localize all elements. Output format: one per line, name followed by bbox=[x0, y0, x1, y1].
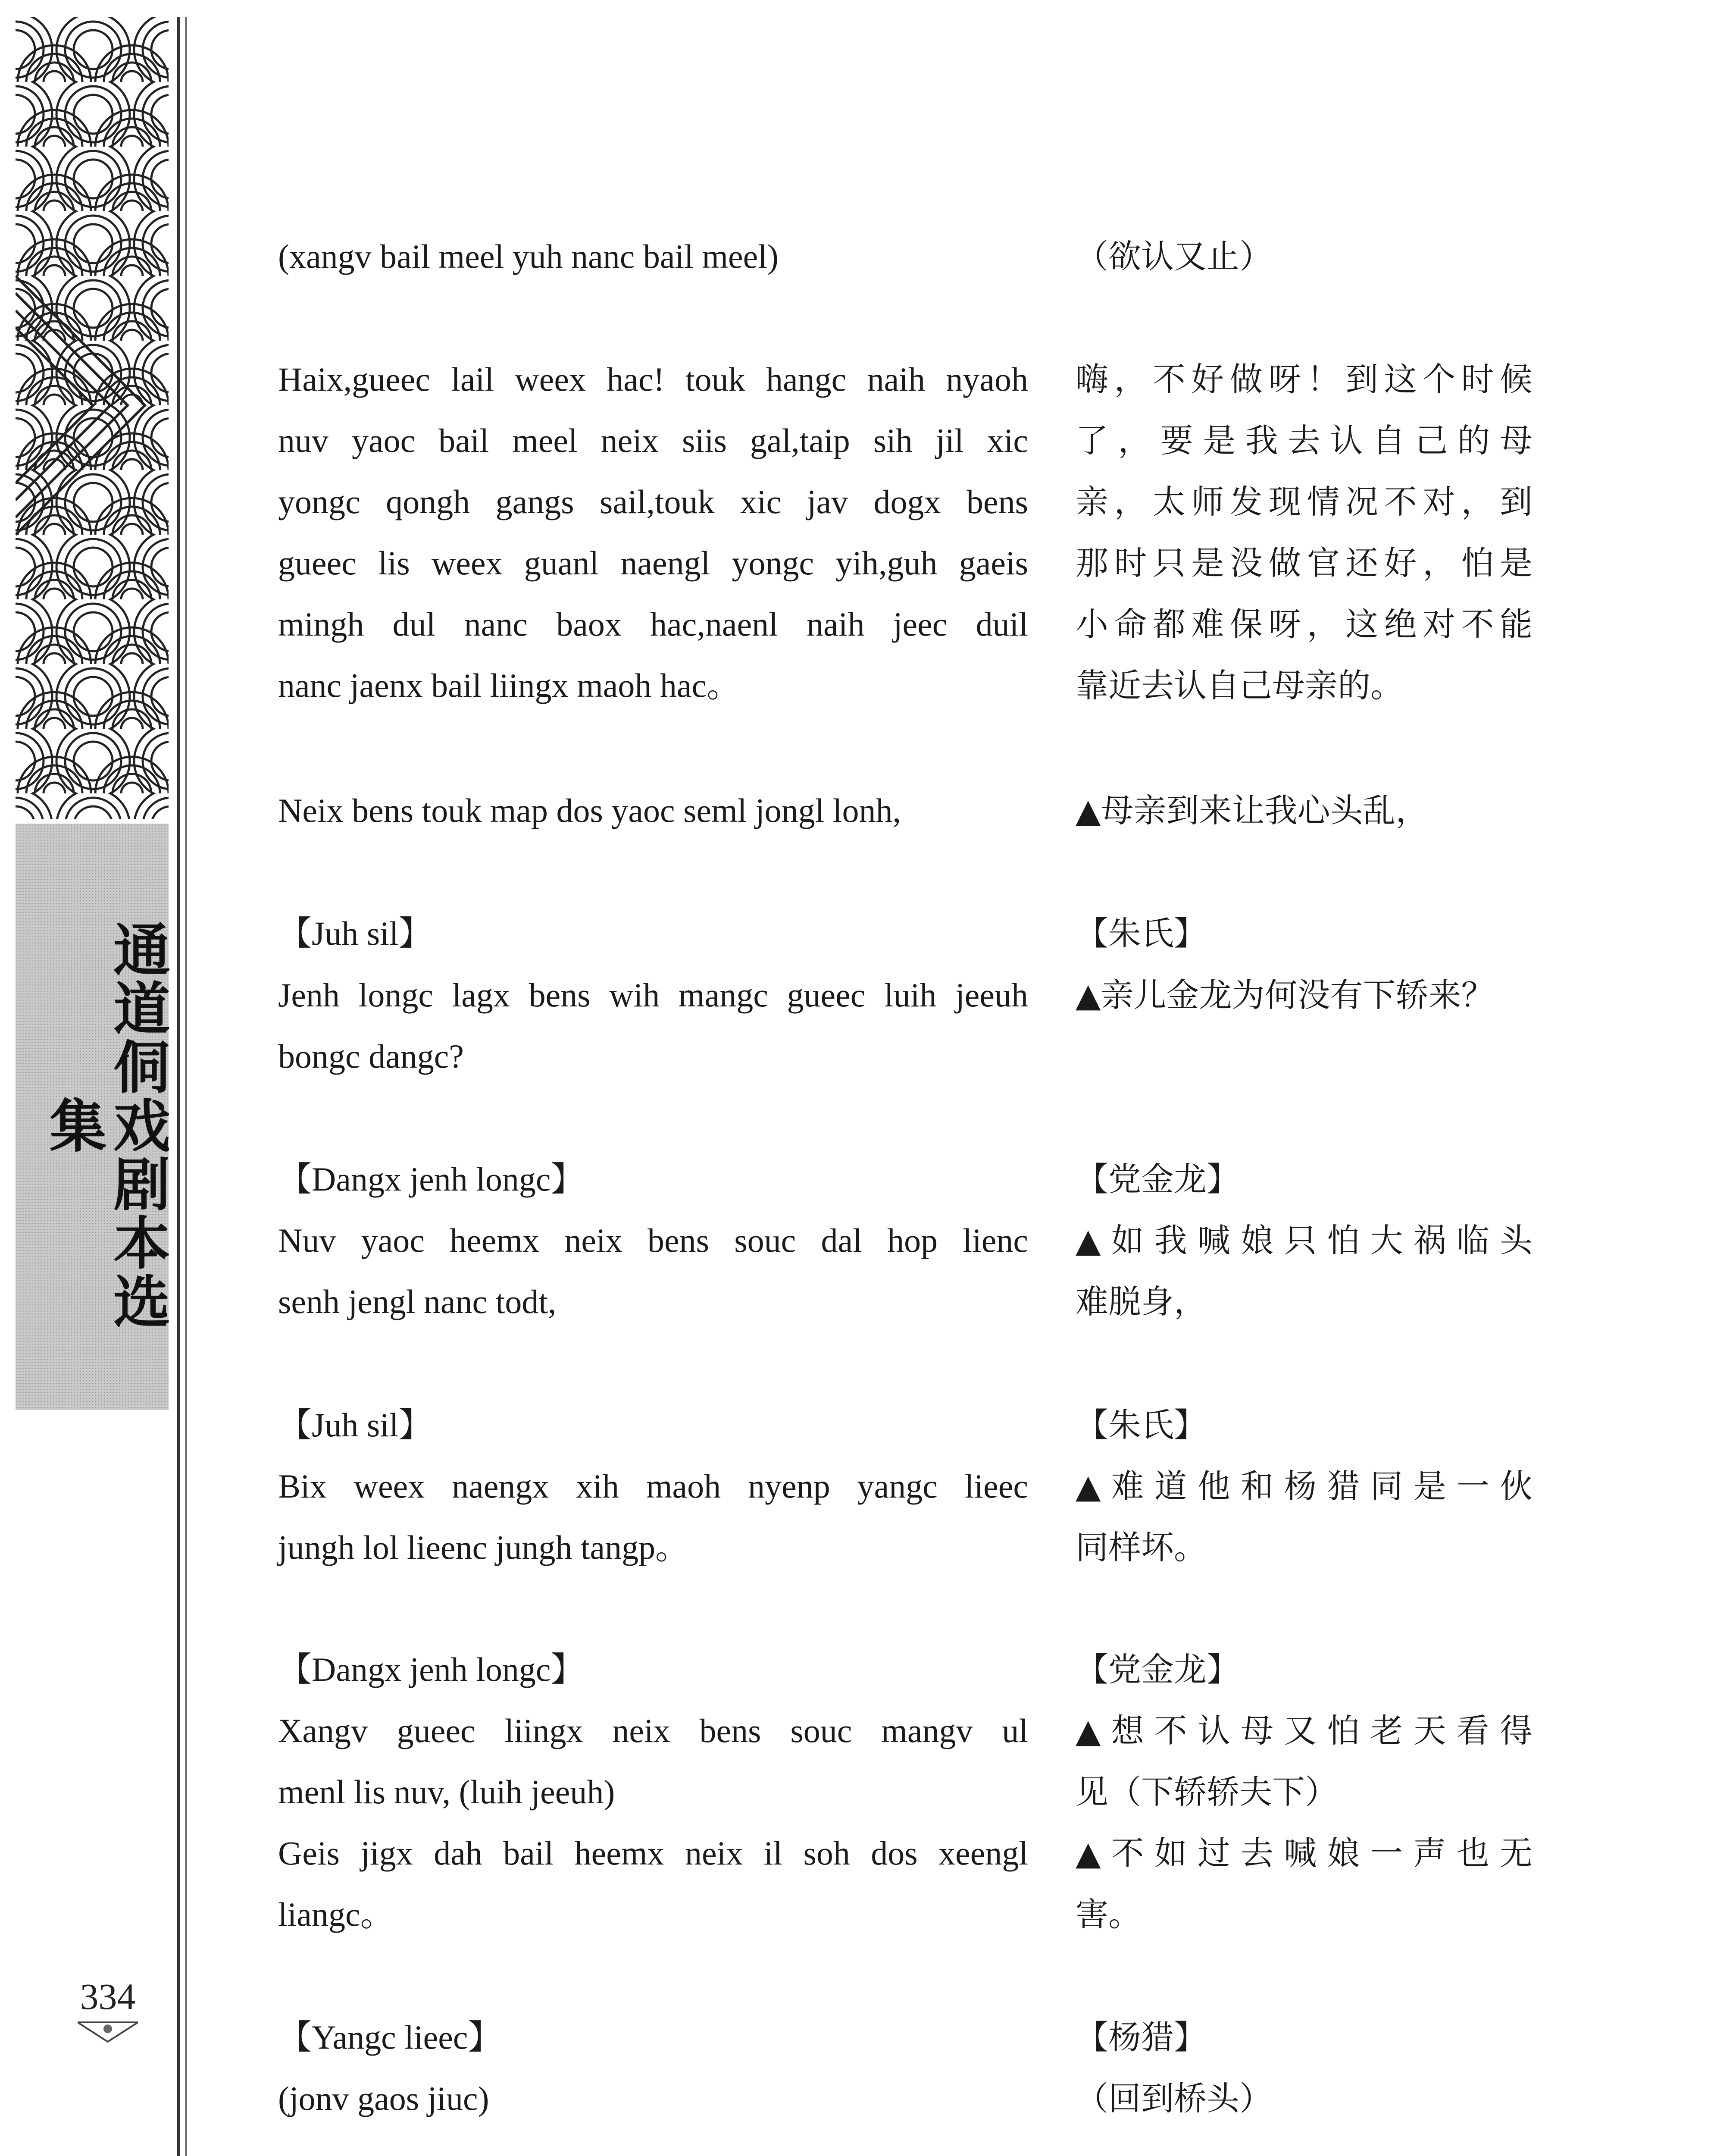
speaker-label: 【朱氏】 bbox=[1076, 914, 1207, 953]
book-title-panel bbox=[16, 824, 169, 1410]
chinese-line: 小命都难保呀，这绝对不能 bbox=[1076, 605, 1533, 643]
chinese-line: ▲想不认母又怕老天看得 bbox=[1076, 1711, 1533, 1750]
speaker-label: 【Juh sil】 bbox=[278, 1406, 432, 1444]
chinese-line: 见（下轿轿夫下） bbox=[1076, 1773, 1338, 1811]
chinese-line: ▲母亲到来让我心头乱， bbox=[1076, 791, 1429, 830]
chinese-line: （欲认又止） bbox=[1076, 237, 1272, 276]
chinese-line: 难脱身， bbox=[1076, 1282, 1207, 1321]
chinese-line: （回到桥头） bbox=[1076, 2079, 1272, 2118]
speaker-label: 【党金龙】 bbox=[1076, 1160, 1239, 1198]
chinese-line: 同样坏。 bbox=[1076, 1528, 1207, 1567]
chinese-line: 靠近去认自己母亲的。 bbox=[1076, 666, 1403, 705]
speaker-label: 【Yangc lieec】 bbox=[278, 2018, 502, 2056]
decorative-wave-pattern bbox=[16, 17, 169, 819]
book-title: 通道侗戏剧本选集 bbox=[40, 920, 170, 1331]
chinese-line: ▲难道他和杨猎同是一伙 bbox=[1076, 1467, 1533, 1505]
dong-line: Jenh longc lagx bens wih mangc gueec luih jeeuh bbox=[278, 976, 1028, 1014]
dong-line: senh jengl nanc todt, bbox=[278, 1283, 557, 1320]
margin-rule-thin bbox=[185, 17, 187, 2156]
speaker-label: 【杨猎】 bbox=[1076, 2018, 1207, 2056]
dong-line: Neix bens touk map dos yaoc seml jongl lonh, bbox=[278, 792, 901, 829]
speaker-label: 【党金龙】 bbox=[1076, 1650, 1239, 1689]
speaker-label: 【Juh sil】 bbox=[278, 915, 432, 952]
page-number: 334 bbox=[80, 1976, 136, 2017]
dong-line: mingh dul nanc baox hac,naenl naih jeec duil bbox=[278, 605, 1028, 643]
chinese-line: 那时只是没做官还好，怕是 bbox=[1076, 544, 1533, 582]
dong-line: liangc。 bbox=[278, 1896, 394, 1933]
chinese-line: 亲，太师发现情况不对，到 bbox=[1076, 483, 1533, 521]
dong-line: Nuv yaoc heemx neix bens souc dal hop lienc bbox=[278, 1222, 1028, 1259]
chinese-line: ▲如我喊娘只怕大祸临头 bbox=[1076, 1221, 1533, 1260]
speaker-label: 【Dangx jenh longc】 bbox=[278, 1160, 585, 1198]
dong-line: Bix weex naengx xih maoh nyenp yangc lieec bbox=[278, 1467, 1028, 1505]
margin-rule-thick bbox=[177, 17, 180, 2156]
page-ornament-icon bbox=[78, 2018, 138, 2046]
chinese-line: 了，要是我去认自己的母 bbox=[1076, 421, 1533, 460]
chinese-line: ▲亲儿金龙为何没有下轿来？ bbox=[1076, 976, 1494, 1014]
speaker-label: 【朱氏】 bbox=[1076, 1406, 1207, 1444]
chinese-line: ▲不如过去喊娘一声也无 bbox=[1076, 1834, 1533, 1872]
dong-line: bongc dangc? bbox=[278, 1037, 464, 1075]
chinese-line: 嗨，不好做呀！到这个时候 bbox=[1076, 360, 1533, 398]
dong-line: gueec lis weex guanl naengl yongc yih,guh gaeis bbox=[278, 544, 1028, 582]
dong-line: (xangv bail meel yuh nanc bail meel) bbox=[278, 238, 779, 275]
dong-line: menl lis nuv, (luih jeeuh) bbox=[278, 1773, 615, 1811]
dong-line: (jonv gaos jiuc) bbox=[278, 2080, 489, 2117]
chinese-line: 害。 bbox=[1076, 1895, 1141, 1934]
dong-line: yongc qongh gangs sail,touk xic jav dogx bens bbox=[278, 483, 1028, 520]
dong-line: jungh lol lieenc jungh tangp。 bbox=[278, 1529, 689, 1566]
dong-line: nuv yaoc bail meel neix siis gal,taip sih jil xic bbox=[278, 422, 1028, 459]
dong-line: Xangv gueec liingx neix bens souc mangv ul bbox=[278, 1712, 1028, 1749]
dong-line: Geis jigx dah bail heemx neix il soh dos xeengl bbox=[278, 1834, 1028, 1872]
dong-line: Haix,gueec lail weex hac! touk hangc naih nyaoh bbox=[278, 360, 1028, 398]
speaker-label: 【Dangx jenh longc】 bbox=[278, 1651, 585, 1688]
dong-line: nanc jaenx bail liingx maoh hac。 bbox=[278, 667, 741, 704]
